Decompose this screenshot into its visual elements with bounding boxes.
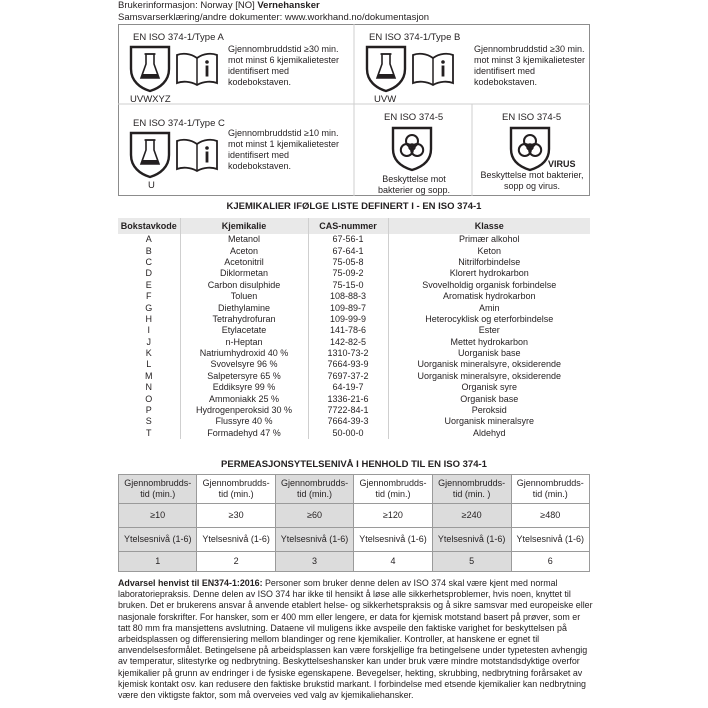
cert-virus-description: Beskyttelse mot bakterier, sopp og virus. (480, 170, 584, 191)
chemical-class: Amin (478, 302, 500, 313)
chemical-class: Heterocyklisk og eterforbindelse (425, 313, 554, 324)
breakthrough-time-value: ≥240 (432, 504, 511, 528)
performance-level-label: Ytelsesnivå (1-6) (275, 528, 353, 552)
breakthrough-time-value: ≥10 (119, 504, 197, 528)
table-row (118, 268, 590, 279)
chemical-name: Natriumhydroxid 40 % (180, 348, 308, 359)
chemical-class: Mettet hydrokarbon (450, 336, 529, 347)
chemical-cas: 7697-37-2 (308, 371, 388, 382)
chemical-class: Uorganisk base (457, 348, 521, 359)
chemical-name: n-Heptan (180, 337, 308, 348)
performance-level-label: Ytelsesnivå (1-6) (197, 528, 275, 552)
permeation-title: PERMEASJONSYTELSENIVÅ I HENHOLD TIL EN ISO 374-1 (221, 459, 487, 470)
chemical-cas: 75-15-0 (308, 280, 388, 291)
cert-virus-standard: EN ISO 374-5 (502, 112, 562, 123)
chemical-cas: 67-56-1 (308, 234, 388, 245)
breakthrough-time-value: ≥480 (511, 504, 589, 528)
chemical-code: D (145, 268, 152, 279)
table-row (118, 359, 590, 370)
table-row (118, 257, 590, 268)
chemical-code: E (145, 279, 152, 290)
chemicals-title: KJEMIKALIER IFØLGE LISTE DEFINERT I - EN ISO 374-1 (226, 201, 482, 212)
chemical-code: O (145, 393, 153, 404)
breakthrough-time-value: ≥120 (354, 504, 432, 528)
chemical-name: Ammoniakk 25 % (180, 393, 308, 404)
chemical-name: Tetrahydrofuran (180, 314, 308, 325)
performance-level-label: Ytelsesnivå (1-6) (432, 528, 511, 552)
chemical-name: Flussyre 40 % (180, 416, 308, 427)
header-title: Vernehansker (257, 0, 320, 11)
chemical-cas: 141-78-6 (308, 325, 388, 336)
chemical-cas: 1336-21-6 (308, 393, 388, 404)
performance-level-value: 4 (354, 552, 432, 572)
chemical-cas: 1310-73-2 (308, 348, 388, 359)
cert-bio-description: Beskyttelse mot bakterier og sopp. (377, 174, 451, 195)
chemical-code: I (147, 325, 150, 336)
breakthrough-time-label: Gjennombrudds- tid (min.) (197, 475, 275, 504)
table-row (118, 314, 590, 325)
chemical-cas: 108-88-3 (308, 291, 388, 302)
performance-level-label: Ytelsesnivå (1-6) (511, 528, 589, 552)
cert-type-b-description: Gjennombruddstid ≥30 min. mot minst 3 kjemikalietester identifisert med kodebokstaven. (474, 44, 586, 87)
table-row (118, 382, 590, 393)
cert-type-a-standard: EN ISO 374-1/Type A (133, 32, 224, 43)
performance-level-label: Ytelsesnivå (1-6) (354, 528, 432, 552)
chemical-class: Svovelholdig organisk forbindelse (422, 279, 557, 290)
chemical-cas: 50-00-0 (308, 428, 388, 439)
table-row (118, 325, 590, 336)
breakthrough-time-label: Gjennombrudds- tid (min.) (354, 475, 432, 504)
chemical-class: Aromatisk hydrokarbon (442, 291, 536, 302)
permeation-table (118, 474, 590, 572)
chemical-cas: 7664-93-9 (308, 359, 388, 370)
chemical-name: Svovelsyre 96 % (180, 359, 308, 370)
breakthrough-time-value: ≥60 (275, 504, 353, 528)
chemical-code: H (145, 313, 152, 324)
table-row (119, 475, 590, 504)
header-prefix: Brukerinformasjon: Norway [NO] (118, 0, 258, 11)
chemical-name: Carbon disulphide (180, 280, 308, 291)
chemical-name: Formadehyd 47 % (180, 428, 308, 439)
chemical-name: Salpetersyre 65 % (180, 371, 308, 382)
performance-level-label: Ytelsesnivå (1-6) (119, 528, 197, 552)
chemical-code: J (146, 336, 151, 347)
table-row (118, 405, 590, 416)
table-row (118, 393, 590, 404)
chemical-name: Diethylamine (180, 302, 308, 313)
chemical-cas: 7664-39-3 (308, 416, 388, 427)
chemical-code: T (146, 427, 152, 438)
performance-level-value: 3 (275, 552, 353, 572)
cert-type-a-description: Gjennombruddstid ≥30 min. mot minst 6 kjemikalietester identifisert med kodebokstaven. (228, 44, 340, 87)
chemical-class: Organisk base (460, 393, 519, 404)
cert-type-c-standard: EN ISO 374-1/Type C (133, 118, 225, 129)
chemical-name: Etylacetate (180, 325, 308, 336)
chemical-class: Aldehyd (472, 427, 506, 438)
table-row (118, 245, 590, 256)
chemical-code: B (145, 245, 152, 256)
chemical-code: C (145, 256, 152, 267)
chemical-code: F (146, 291, 152, 302)
cert-grid-lines (118, 24, 590, 196)
table-row (118, 416, 590, 427)
chemical-cas: 75-09-2 (308, 268, 388, 279)
cert-type-c-codes: U (148, 180, 155, 191)
chemical-cas: 67-64-1 (308, 245, 388, 256)
chemical-class: Uorganisk mineralsyre, oksiderende (417, 370, 562, 381)
chemical-name: Metanol (180, 234, 308, 245)
chemical-cas: 142-82-5 (308, 337, 388, 348)
warning-body: Personer som bruker denne delen av ISO 374 skal være kjent med normal laboratoriepraksis. Denne delen av ISO 374 har ikke til hensikt å løse alle sikkerhetsproblemer, hvis noen, knyttet til bruken. Det er brukerens ansvar å anvende etablert helse- og sikkerhetspraksis og å sikre samsvar med europeiske eller nasjonale forskrifter. For hansker, som er 400 mm eller lengere, er data for kjemisk motstand basert på prøver, som er tatt 80 mm fra mansjettens avslutning. Dataene vil muligens ikke avspeile den faktiske varighet for beskyttelsen på arbeidsplassen og differensiering mellom blandinger og rene kjemikalier. Kontroller, at hanskene er egnet til anvendelsesformålet. Betingelsene på arbeidsplassen kan være forskjellige fra betingelsene under typetesten avhengig av temperatur, slitestyrke og nedbrytning. Beskyttelseshansker kan under bruk være mindre motstandsdyktige overfor kjemikalier på grunn av endringer i de fysiske egenskapene. Bevegelser, hekting, skrubbing, nedbrytning forårsaket av kjemisk kontakt osv. kan redusere den faktiske brukstid markant. I forbindelse med etsende kjemikalier kan nedbrytning være den viktigste faktor, som må overveies ved valg av kjemikaliehansker. (118, 578, 593, 701)
chemical-code: N (145, 382, 152, 393)
chemical-code: S (145, 416, 152, 427)
chemical-name: Diklormetan (180, 268, 308, 279)
cert-type-a-codes: UVWXYZ (130, 94, 171, 105)
chemicals-body (118, 234, 590, 439)
chemical-code: A (145, 234, 152, 245)
header-line-2: Samsvarserklæring/andre dokumenter: www.workhand.no/dokumentasjon (118, 12, 430, 23)
chemical-code: L (146, 359, 152, 370)
chemical-class: Primær alkohol (458, 234, 520, 245)
performance-level-value: 5 (432, 552, 511, 572)
chemical-name: Eddiksyre 99 % (180, 382, 308, 393)
table-row (118, 280, 590, 291)
chemical-class: Nitrilforbindelse (458, 256, 521, 267)
chemical-code: P (145, 405, 152, 416)
col-header-class: Klasse (388, 218, 590, 234)
chemical-class: Uorganisk mineralsyre (444, 416, 535, 427)
warning-text (118, 578, 594, 701)
header-line-1 (118, 0, 320, 11)
cert-bio-standard: EN ISO 374-5 (384, 112, 444, 123)
chemical-code: M (145, 370, 153, 381)
table-row (118, 348, 590, 359)
chemical-cas: 109-99-9 (308, 314, 388, 325)
chemical-cas: 109-89-7 (308, 302, 388, 313)
col-header-cas: CAS-nummer (308, 218, 388, 234)
table-row (118, 428, 590, 439)
breakthrough-time-label: Gjennombrudds- tid (min.) (119, 475, 197, 504)
col-header-code: Bokstavkode (118, 218, 180, 234)
chemical-class: Klorert hydrokarbon (449, 268, 529, 279)
chemical-class: Uorganisk mineralsyre, oksiderende (417, 359, 562, 370)
permeation-body (119, 475, 590, 572)
performance-level-value: 1 (119, 552, 197, 572)
cert-type-b-standard: EN ISO 374-1/Type B (369, 32, 461, 43)
chemical-name: Toluen (180, 291, 308, 302)
warning-heading: Advarsel henvist til EN374-1:2016: (118, 578, 263, 588)
chemical-cas: 75-05-8 (308, 257, 388, 268)
breakthrough-time-label: Gjennombrudds- tid (min. ) (432, 475, 511, 504)
table-row (119, 504, 590, 528)
chemicals-header-row (118, 218, 590, 234)
chemical-cas: 64-19-7 (308, 382, 388, 393)
col-header-chemical: Kjemikalie (180, 218, 308, 234)
breakthrough-time-value: ≥30 (197, 504, 275, 528)
chemical-class: Organisk syre (461, 382, 518, 393)
table-row (118, 371, 590, 382)
performance-level-value: 2 (197, 552, 275, 572)
chemicals-table (118, 218, 590, 439)
cert-type-b-codes: UVW (374, 94, 397, 105)
chemical-code: K (145, 348, 152, 359)
chemical-class: Ester (478, 325, 500, 336)
chemical-code: G (145, 302, 153, 313)
cert-type-c-description: Gjennombruddstid ≥10 min. mot minst 1 kjemikalietester identifisert med kodebokstaven. (228, 128, 340, 171)
chemical-name: Acetonitril (180, 257, 308, 268)
table-row (119, 528, 590, 552)
chemical-class: Keton (477, 245, 502, 256)
table-row (118, 234, 590, 245)
chemical-name: Aceton (180, 245, 308, 256)
breakthrough-time-label: Gjennombrudds- tid (min.) (511, 475, 589, 504)
breakthrough-time-label: Gjennombrudds- tid (min.) (275, 475, 353, 504)
chemical-cas: 7722-84-1 (308, 405, 388, 416)
chemical-name: Hydrogenperoksid 30 % (180, 405, 308, 416)
table-row (118, 337, 590, 348)
performance-level-value: 6 (511, 552, 589, 572)
cert-virus-label: VIRUS (548, 159, 576, 169)
table-row (119, 552, 590, 572)
table-row (118, 302, 590, 313)
table-row (118, 291, 590, 302)
chemical-class: Peroksid (471, 405, 507, 416)
